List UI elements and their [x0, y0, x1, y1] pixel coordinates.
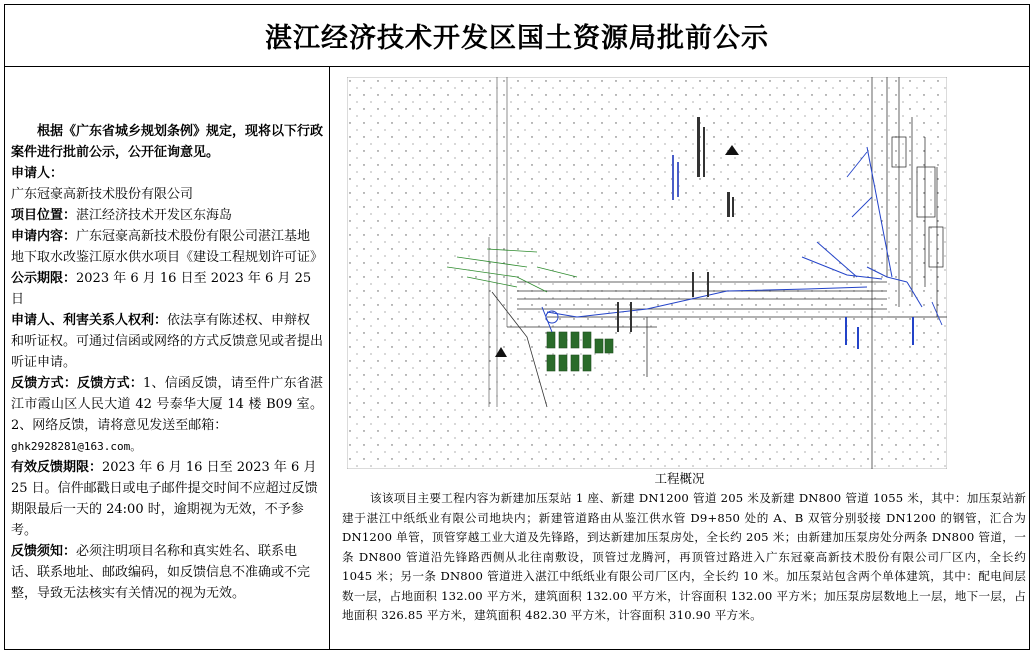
applicant-value: 广东冠豪高新技术股份有限公司: [11, 187, 194, 202]
project-summary: 该该项目主要工程内容为新建加压泵站 1 座、新建 DN1200 管道 205 米及新建 DN800 管道 1055 米，其中：加压泵站新建于湛江中纸纸业有限公司地块内；新建管道路由从鉴江供水管 D9+850 处的 A、B 双管分别驳接 DN1200 的钢管，汇合为 DN1200 单管，顶管穿越工业大道及先锋路，到达新建加压泵房处，全长约 205 米；由新建加压泵房处分两条 DN800 管道，一条 DN800 管道沿先锋路西侧从北往南敷设，顶管过龙腾河，再顶管过路进入广东冠豪高新技术股份有限公司厂区内，全长约 1045 米；另一条 DN800 管道进入湛江中纸纸业有限公司厂区内，全长约 10 米。加压泵站包含两个单体建筑，其中：配电间层数一层，占地面积 132.00 平方米，建筑面积 132.00 平方米，计容面积 132.00 平方米；加压泵房层数地上一层，地下一层，占地面积 326.85 平方米，建筑面积 482.30 平方米，计容面积 310.90 平方米。: [342, 491, 1026, 622]
content-section: [11, 226, 323, 268]
applicant-label: 申请人：: [11, 166, 64, 181]
valid-value: 2023 年 6 月 16 日至 2023 年 6 月 25 日。信件邮戳日或电子邮件提交时间不应超过反馈期限最后一天的 24:00 时，逾期视为无效，不予参考。: [11, 460, 318, 538]
rights-value: 依法享有陈述权、申辩权和听证权。可通过信函或网络的方式反馈意见或者提出听证申请。: [11, 313, 324, 370]
email-address[interactable]: ghk2928281@163.com。: [11, 440, 142, 453]
applicant-section: [11, 163, 323, 184]
site-plan-drawing: [347, 77, 947, 469]
notes-label: 反馈须知：: [11, 544, 77, 559]
rights-label: 申请人、利害关系人权利：: [11, 313, 168, 328]
content-label: 申请内容：: [11, 229, 77, 244]
notes-value: 必须注明项目名称和真实姓名、联系电话、联系地址、邮政编码，如反馈信息不准确或不完整，导致无法核实有关情况的视为无效。: [11, 544, 311, 601]
content-value: 广东冠豪高新技术股份有限公司湛江基地地下取水改鉴江原水供水项目《建设工程规划许可证》: [11, 229, 324, 265]
feedback-section: [11, 373, 323, 436]
period-label: 公示期限：: [11, 271, 77, 286]
notice-frame: [4, 4, 1030, 650]
page-title: 湛江经济技术开发区国土资源局批前公示: [5, 5, 1029, 67]
plan-panel: [330, 67, 1029, 650]
valid-section: [11, 457, 323, 541]
summary-title: 工程概况: [654, 471, 705, 486]
location-section: [11, 205, 323, 226]
feedback-value: 1、信函反馈，请至件广东省湛江市霞山区人民大道 42 号泰华大厦 14 楼 B09 室。2、网络反馈，请将意见发送至邮箱：: [11, 376, 323, 433]
rights-section: [11, 310, 323, 373]
valid-label: 有效反馈期限：: [11, 460, 103, 475]
email-line: [11, 436, 323, 457]
feedback-label: 反馈方式：反馈方式：: [11, 376, 144, 391]
location-label: 项目位置：: [11, 208, 77, 223]
notice-panel: [5, 67, 330, 650]
location-value: 湛江经济技术开发区东海岛: [76, 208, 233, 223]
notes-section: [11, 541, 323, 604]
intro-text: 根据《广东省城乡规划条例》规定，现将以下行政案件进行批前公示，公开征询意见。: [11, 124, 324, 160]
period-section: [11, 268, 323, 310]
period-value: 2023 年 6 月 16 日至 2023 年 6 月 25 日: [11, 271, 312, 307]
